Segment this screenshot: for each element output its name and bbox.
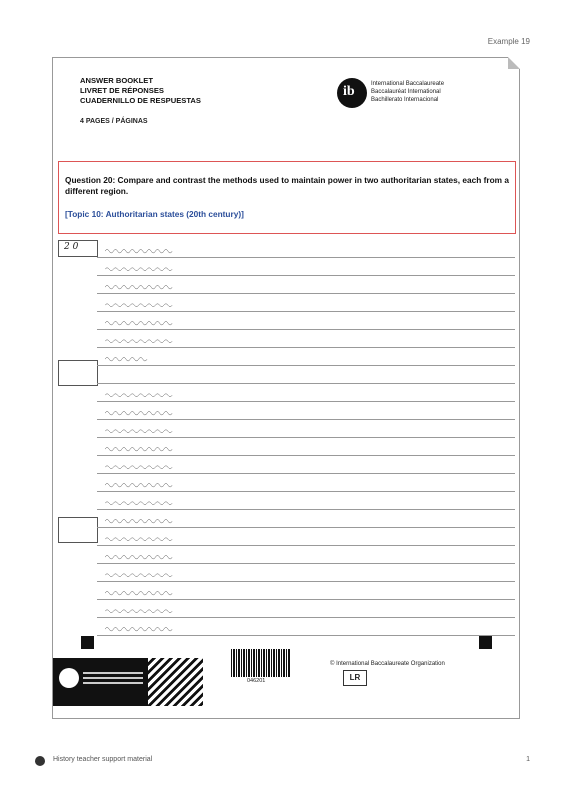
answer-line (97, 528, 515, 546)
ib-name-fr: Baccalauréat International (371, 89, 441, 95)
answer-line (97, 492, 515, 510)
answer-line (97, 510, 515, 528)
page-number: 1 (526, 756, 530, 763)
ib-organization-names (371, 80, 444, 104)
answer-line (97, 258, 515, 276)
footer-logo-text-lines (83, 672, 143, 674)
handwriting-scribble (105, 337, 175, 344)
answer-line (97, 618, 515, 636)
handwriting-scribble (105, 445, 175, 452)
handwriting-scribble (105, 427, 175, 434)
answer-booklet-page (52, 57, 520, 719)
page-count: 4 PAGES / PÁGINAS (80, 118, 148, 125)
question-number-box (58, 240, 98, 257)
registration-mark (479, 636, 492, 649)
ib-small-logo-icon (35, 756, 45, 766)
handwriting-scribble (105, 355, 175, 362)
bottom-bar (35, 756, 530, 768)
handwriting-scribble (105, 391, 175, 398)
handwriting-scribble (105, 517, 175, 524)
handwriting-scribble (105, 301, 175, 308)
answer-line (97, 240, 515, 258)
handwriting-scribble (105, 481, 175, 488)
answer-line (97, 546, 515, 564)
answer-line (97, 564, 515, 582)
footer-ib-logo-block (53, 658, 203, 706)
registration-mark (81, 636, 94, 649)
answer-line (97, 312, 515, 330)
ib-logo-icon (337, 78, 367, 108)
answer-line (97, 402, 515, 420)
answer-line (97, 330, 515, 348)
handwriting-scribble (105, 247, 175, 254)
barcode (231, 649, 291, 677)
page-fold (508, 57, 520, 69)
margin-box (58, 360, 98, 386)
booklet-title-en: ANSWER BOOKLET (80, 76, 153, 85)
ib-name-es: Bachillerato Internacional (371, 97, 439, 103)
footer-stripes (148, 658, 203, 706)
handwriting-scribble (105, 499, 175, 506)
answer-line (97, 438, 515, 456)
topic-text: [Topic 10: Authoritarian states (20th century)] (65, 209, 244, 219)
blank-line (97, 366, 515, 384)
question-text: Question 20: Compare and contrast the methods used to maintain power in two authoritarian states, each from a different region. (65, 175, 509, 196)
handwriting-scribble (105, 589, 175, 596)
handwriting-scribble (105, 535, 175, 542)
question-box (58, 161, 516, 234)
ib-logo-text: ib (343, 84, 355, 99)
lr-box: LR (343, 670, 367, 686)
handwriting-scribble (105, 283, 175, 290)
answer-line (97, 294, 515, 312)
answer-line (97, 384, 515, 402)
ib-footer-logo-icon (59, 668, 79, 688)
handwriting-scribble (105, 409, 175, 416)
handwriting-scribble (105, 607, 175, 614)
handwriting-scribble (105, 463, 175, 470)
margin-box (58, 517, 98, 543)
answer-line (97, 582, 515, 600)
answer-line (97, 348, 515, 366)
handwriting-scribble (105, 265, 175, 272)
handwriting-scribble (105, 319, 175, 326)
support-material-label: History teacher support material (53, 756, 153, 763)
example-label: Example 19 (487, 37, 530, 46)
handwriting-scribble (105, 571, 175, 578)
answer-line (97, 600, 515, 618)
question-number: 2 0 (64, 242, 79, 252)
answer-line (97, 474, 515, 492)
answer-line (97, 420, 515, 438)
answer-line (97, 276, 515, 294)
handwriting-scribble (105, 625, 175, 632)
answer-line (97, 456, 515, 474)
booklet-title-fr: LIVRET DE RÉPONSES (80, 86, 164, 95)
booklet-header (80, 76, 201, 106)
handwritten-answer (97, 240, 515, 636)
booklet-title-es: CUADERNILLO DE RESPUESTAS (80, 96, 201, 105)
handwriting-scribble (105, 553, 175, 560)
barcode-number: 046201 (247, 678, 266, 684)
copyright-text: © International Baccalaureate Organization (330, 661, 445, 667)
ib-name-en: International Baccalaureate (371, 81, 445, 87)
